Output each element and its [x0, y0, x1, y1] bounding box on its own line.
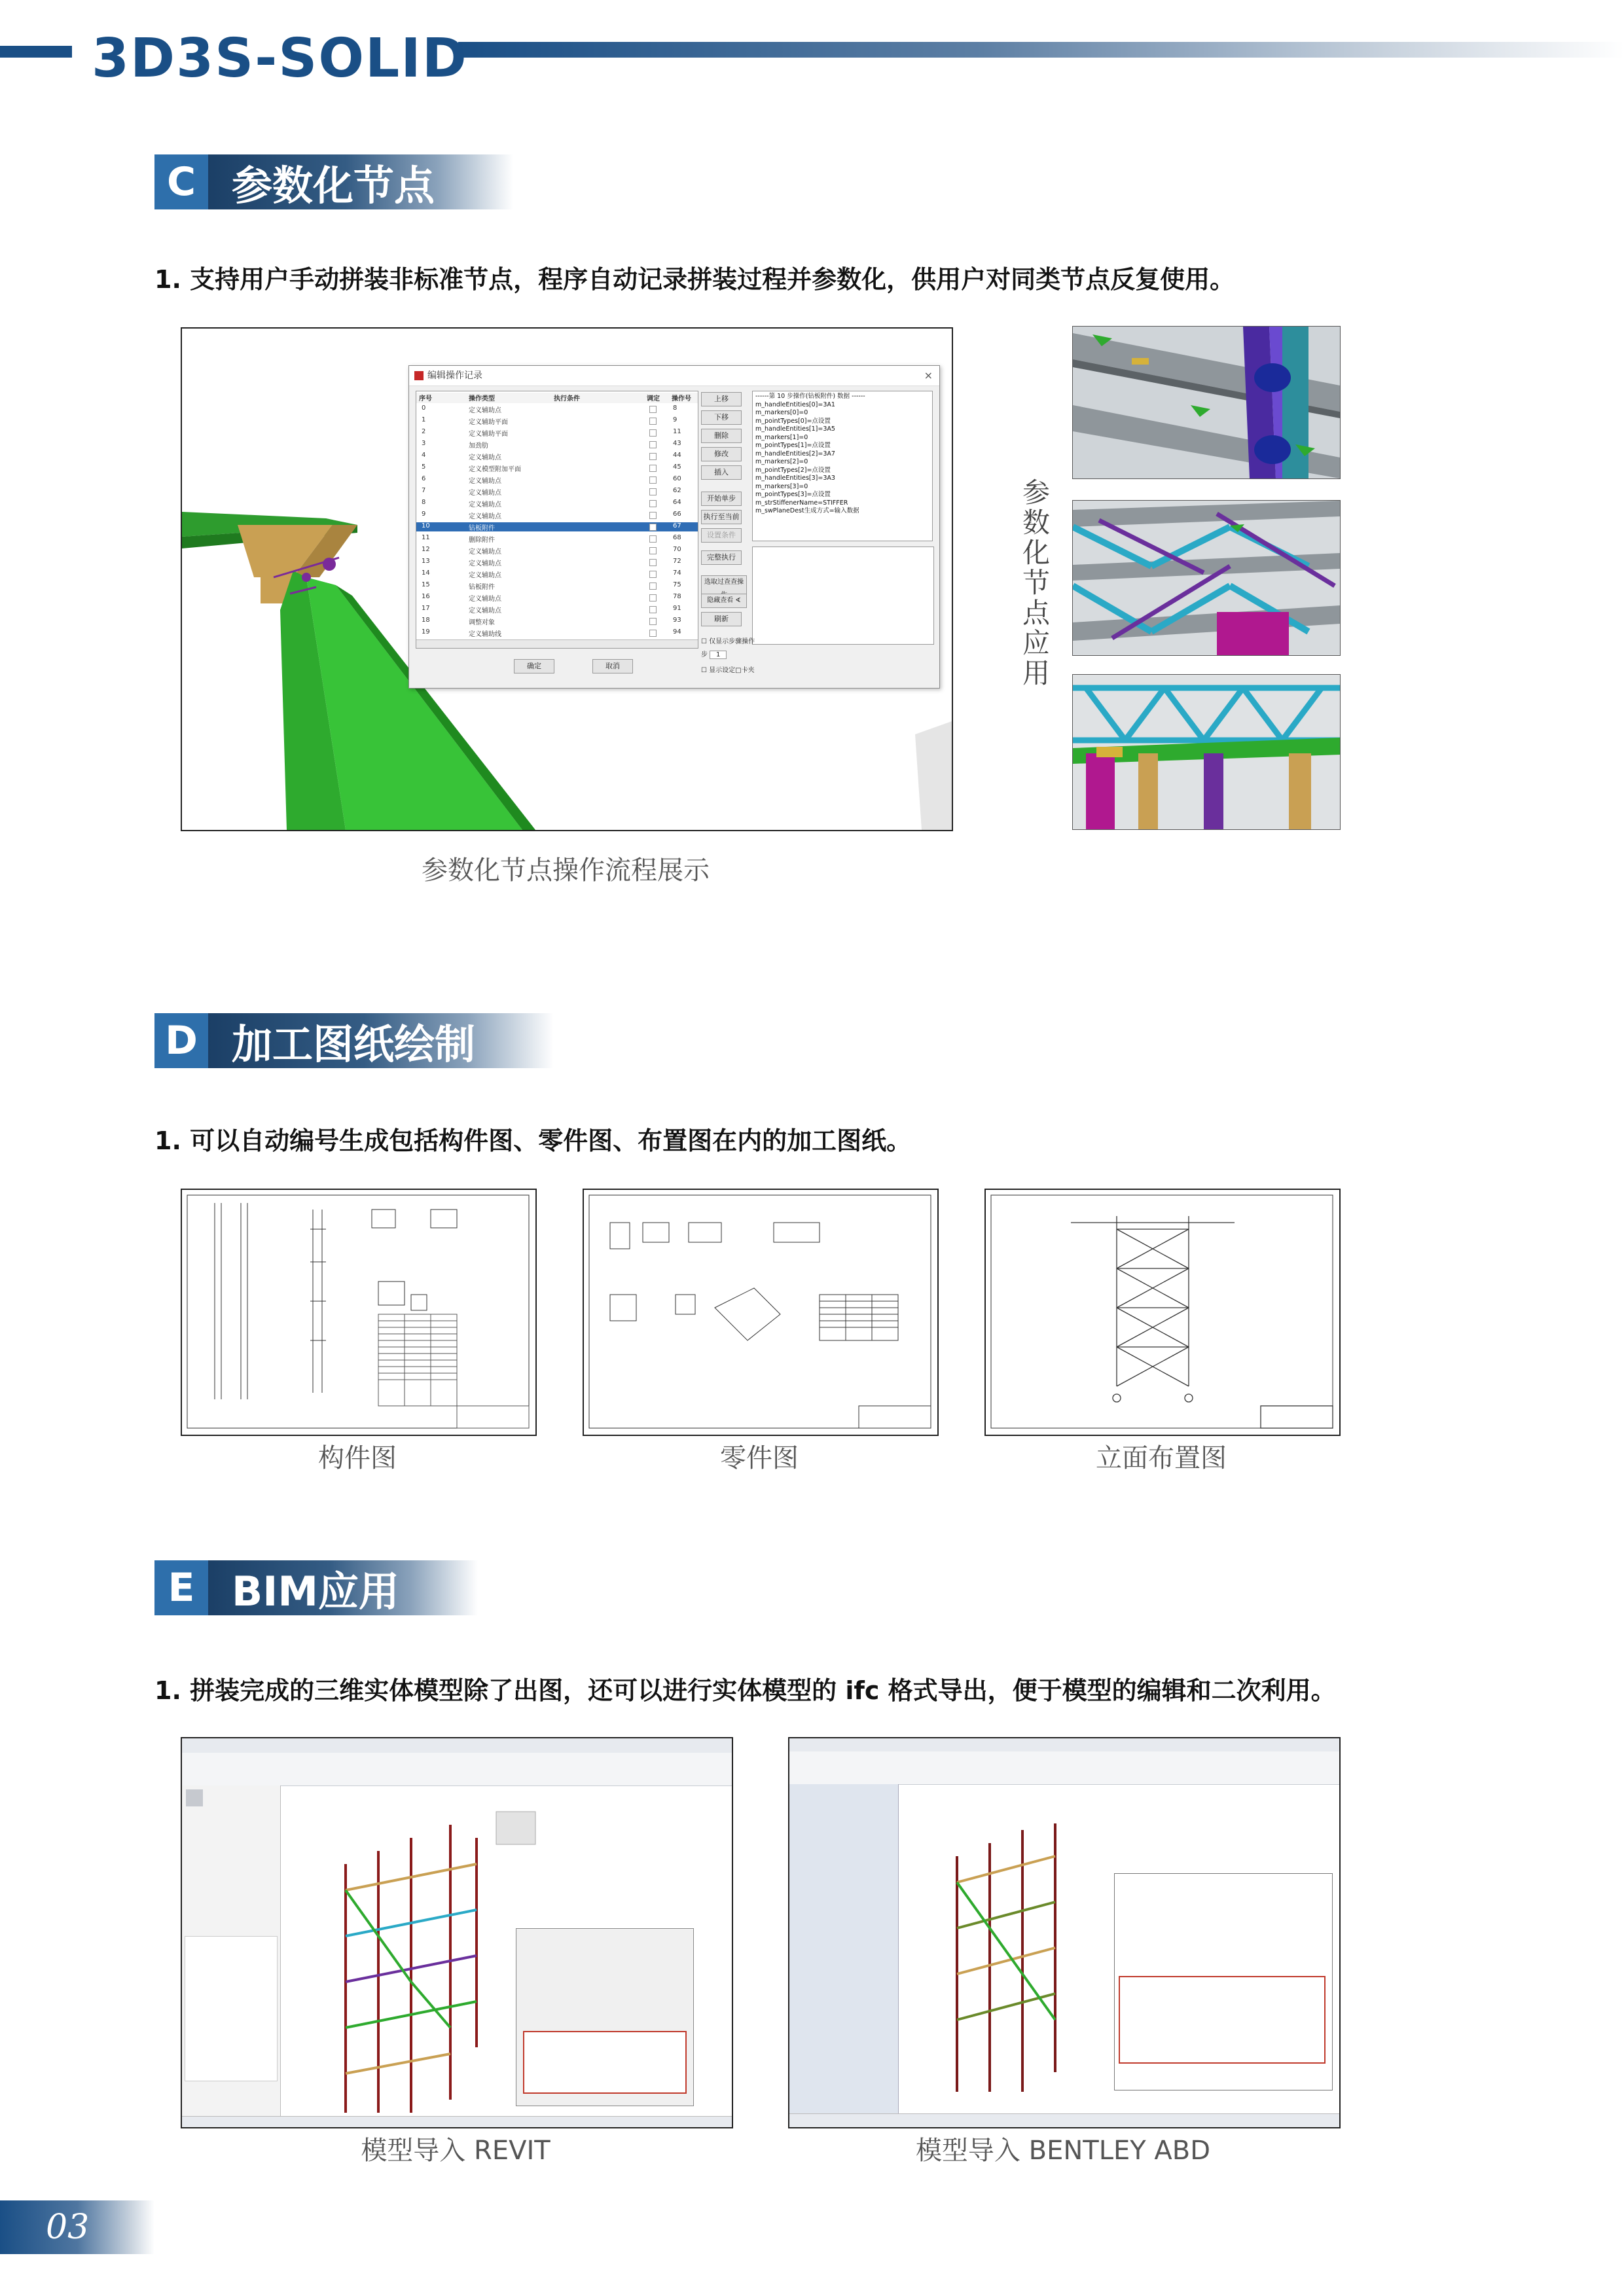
row-op-number: 44	[673, 452, 681, 459]
column-header: 序号	[419, 395, 432, 403]
bentley-title-bar	[789, 1738, 1339, 1752]
node-application-label: 参数化节点应用	[1022, 476, 1050, 689]
operation-row[interactable]	[416, 404, 698, 414]
operation-row[interactable]	[416, 628, 698, 637]
row-type: 定义辅助点	[469, 490, 501, 497]
operation-row[interactable]	[416, 499, 698, 508]
operation-row[interactable]	[416, 558, 698, 567]
operation-data-line: m_pointTypes[2]=点设置	[755, 466, 831, 474]
operation-row[interactable]	[416, 475, 698, 484]
row-index: 9	[422, 511, 426, 518]
step-label: 步	[701, 651, 708, 658]
row-checkbox[interactable]	[649, 465, 657, 472]
operation-data-line: m_handleEntities[3]=3A3	[755, 475, 835, 482]
operation-row[interactable]	[416, 605, 698, 614]
operation-data-text[interactable]	[752, 391, 933, 541]
node-application-image-3	[1072, 674, 1341, 830]
operation-data-line: ------第 10 步操作(钻板附件) 数据 ------	[755, 393, 865, 400]
row-checkbox[interactable]	[649, 429, 657, 437]
row-checkbox[interactable]	[649, 453, 657, 460]
row-type: 钻板附件	[469, 525, 495, 532]
row-type: 定义辅助点	[469, 478, 501, 485]
row-index: 17	[422, 605, 430, 612]
operation-row[interactable]	[416, 534, 698, 543]
insert-button[interactable]: 插入	[701, 465, 742, 480]
step-field[interactable]	[701, 649, 727, 659]
row-type: 定义辅助点	[469, 501, 501, 509]
component-drawing	[181, 1189, 537, 1436]
operation-data-line: m_handleEntities[2]=3A7	[755, 450, 835, 457]
row-type: 定义辅助平面	[469, 431, 508, 438]
operation-data-line: m_pointTypes[1]=点设置	[755, 442, 831, 449]
operation-data-line: m_markers[2]=0	[755, 458, 808, 465]
row-type: 定义辅助点	[469, 560, 501, 567]
row-type: 删除附件	[469, 537, 495, 544]
move-up-button[interactable]: 上移	[701, 392, 742, 406]
operation-row[interactable]	[416, 463, 698, 473]
dialog-title: 编辑操作记录	[427, 370, 482, 381]
component-drawing-sheet	[182, 1190, 535, 1435]
row-index: 12	[422, 546, 430, 553]
row-op-number: 60	[673, 475, 681, 482]
parametric-node-screenshot	[181, 327, 953, 831]
row-checkbox[interactable]	[649, 535, 657, 543]
row-checkbox[interactable]	[649, 418, 657, 425]
operation-row[interactable]	[416, 440, 698, 449]
section-d-point: 1. 可以自动编号生成包括构件图、零件图、布置图在内的加工图纸。	[154, 1126, 912, 1155]
section-c-caption: 参数化节点操作流程展示	[422, 855, 710, 886]
row-type: 定义模型附加平面	[469, 466, 521, 473]
section-e-letter: E	[154, 1560, 208, 1615]
operation-data-line: m_strStiffenerName=STIFFER	[755, 499, 848, 507]
step-value[interactable]: 1	[710, 651, 727, 659]
header-accent-bar-left	[0, 46, 72, 58]
operation-data-line: m_handleEntities[0]=3A1	[755, 401, 835, 408]
row-op-number: 72	[673, 558, 681, 565]
bentley-status-bar	[789, 2113, 1339, 2127]
revit-screenshot	[181, 1737, 733, 2128]
pick-check-button[interactable]: 选取过查查操	[701, 575, 747, 603]
row-index: 13	[422, 558, 430, 565]
row-checkbox[interactable]	[649, 476, 657, 484]
column-header: 调定	[647, 395, 660, 403]
row-type: 调整对象	[469, 619, 495, 626]
row-index: 11	[422, 534, 430, 541]
operation-row[interactable]	[416, 569, 698, 579]
revit-ifc-properties-dialog	[516, 1928, 694, 2106]
dialog-title-bar	[409, 366, 939, 386]
row-checkbox[interactable]	[649, 630, 657, 637]
row-index: 6	[422, 475, 426, 482]
operation-row[interactable]	[416, 511, 698, 520]
horizontal-scrollbar[interactable]	[416, 639, 698, 648]
operation-data-line: m_markers[1]=0	[755, 433, 808, 441]
row-checkbox[interactable]	[649, 594, 657, 601]
row-index: 19	[422, 628, 430, 636]
row-op-number: 62	[673, 487, 681, 494]
component-drawing-caption: 构件图	[318, 1443, 397, 1473]
operation-data-line: m_pointTypes[3]=点设置	[755, 491, 831, 498]
row-op-number: 68	[673, 534, 681, 541]
bentley-toolbar	[789, 1751, 1339, 1785]
bentley-ifc-properties-dialog	[1114, 1873, 1333, 2090]
preview-box	[752, 547, 934, 645]
row-index: 5	[422, 463, 426, 471]
ifc-properties-highlight	[1119, 1976, 1326, 2064]
part-drawing	[583, 1189, 939, 1436]
list-header	[416, 393, 698, 403]
operation-row[interactable]	[416, 428, 698, 437]
move-down-button[interactable]: 下移	[701, 410, 742, 425]
operation-row[interactable]	[416, 617, 698, 626]
column-header: 操作号	[672, 395, 691, 403]
single-step-button[interactable]: 开始单步	[701, 492, 742, 506]
app-icon	[414, 371, 424, 380]
row-op-number: 94	[673, 628, 681, 636]
row-index: 7	[422, 487, 426, 494]
row-checkbox[interactable]	[649, 406, 657, 413]
section-d-header	[154, 1013, 554, 1068]
row-op-number: 78	[673, 593, 681, 600]
page-number: 03	[46, 2208, 90, 2247]
row-op-number: 91	[673, 605, 681, 612]
revit-title-bar	[182, 1738, 732, 1753]
row-index: 14	[422, 569, 430, 577]
run-all-button[interactable]: 完整执行	[701, 550, 742, 565]
row-type: 加劲肋	[469, 442, 488, 450]
cancel-button[interactable]: 取消	[592, 659, 633, 673]
row-checkbox[interactable]	[649, 583, 657, 590]
column-header: 执行条件	[554, 395, 580, 403]
row-type: 定义辅助点	[469, 407, 501, 414]
delete-button[interactable]: 删除	[701, 429, 742, 443]
row-checkbox[interactable]	[649, 441, 657, 448]
row-index: 1	[422, 416, 426, 423]
row-type: 定义辅助点	[469, 513, 501, 520]
row-checkbox[interactable]	[649, 488, 657, 495]
show-settings-label: 显示设定□卡夹	[709, 667, 755, 674]
refresh-button[interactable]: 刷新	[701, 612, 742, 626]
row-type: 定义辅助点	[469, 548, 501, 556]
operation-row[interactable]	[416, 593, 698, 602]
row-type: 定义辅助点	[469, 572, 501, 579]
row-type: 定义辅助平面	[469, 419, 508, 426]
elevation-drawing-caption: 立面布置图	[1096, 1443, 1227, 1473]
operation-row[interactable]	[416, 452, 698, 461]
row-op-number: 93	[673, 617, 681, 624]
revit-ribbon	[182, 1753, 732, 1786]
section-c-letter: C	[154, 154, 208, 209]
row-checkbox[interactable]	[649, 618, 657, 625]
row-op-number: 67	[673, 522, 681, 529]
revit-logo-icon	[186, 1789, 203, 1806]
operations-list[interactable]	[416, 391, 698, 649]
close-icon[interactable]: ×	[924, 369, 933, 382]
row-op-number: 45	[673, 463, 681, 471]
operation-row[interactable]	[416, 416, 698, 425]
revit-project-browser	[185, 1936, 278, 2081]
section-c-title: 参数化节点	[208, 154, 513, 209]
revit-status-bar	[182, 2116, 732, 2127]
set-condition-button[interactable]: 设置条件	[701, 528, 742, 543]
row-index: 8	[422, 499, 426, 506]
ifc-properties-highlight	[523, 2031, 687, 2094]
row-index: 15	[422, 581, 430, 588]
row-op-number: 43	[673, 440, 681, 447]
row-checkbox[interactable]	[649, 559, 657, 566]
operation-data-line: m_swPlaneDest生成方式=输入数据	[755, 507, 859, 514]
section-c-header	[154, 154, 513, 209]
row-checkbox[interactable]	[649, 547, 657, 554]
row-op-number: 64	[673, 499, 681, 506]
edit-operation-dialog	[408, 365, 940, 689]
part-drawing-sheet	[584, 1190, 937, 1435]
bentley-tool-panel	[789, 1784, 899, 2114]
revit-properties-panel	[182, 1785, 281, 2117]
row-checkbox[interactable]	[649, 500, 657, 507]
revit-caption: 模型导入 REVIT	[361, 2136, 550, 2166]
show-settings-checkbox[interactable]: ☐ 显示设定□卡夹	[701, 667, 755, 674]
row-op-number: 11	[673, 428, 681, 435]
row-op-number: 75	[673, 581, 681, 588]
operation-data-line: m_markers[3]=0	[755, 482, 808, 490]
column-header: 操作类型	[469, 395, 495, 403]
operation-row[interactable]	[416, 522, 698, 531]
run-to-current-button[interactable]: 执行至当前	[701, 510, 742, 524]
show-steps-label: 仅显示步骤操作	[709, 638, 755, 645]
section-c-point: 1. 支持用户手动拼装非标准节点，程序自动记录拼装过程并参数化，供用户对同类节点反复使用。	[154, 265, 1235, 294]
operation-data-lines	[755, 393, 929, 516]
operation-row[interactable]	[416, 487, 698, 496]
row-type: 定义辅助点	[469, 607, 501, 615]
row-checkbox[interactable]	[649, 524, 657, 531]
node-application-image-1	[1072, 326, 1341, 479]
ok-button[interactable]: 确定	[514, 659, 554, 673]
hide-view-button[interactable]: 隐藏查看 ∢	[701, 594, 747, 608]
operation-row[interactable]	[416, 581, 698, 590]
row-op-number: 74	[673, 569, 681, 577]
row-index: 18	[422, 617, 430, 624]
section-d-letter: D	[154, 1013, 208, 1068]
row-op-number: 70	[673, 546, 681, 553]
node-application-image-2	[1072, 500, 1341, 656]
bentley-caption: 模型导入 BENTLEY ABD	[915, 2136, 1211, 2166]
section-e-point: 1. 拼装完成的三维实体模型除了出图，还可以进行实体模型的 ifc 格式导出，便于模型的编辑和二次利用。	[154, 1676, 1336, 1705]
row-checkbox[interactable]	[649, 606, 657, 613]
section-e-title: BIM应用	[208, 1560, 478, 1615]
row-index: 10	[422, 522, 430, 529]
operation-data-line: m_handleEntities[1]=3A5	[755, 425, 835, 433]
row-type: 钻板附件	[469, 584, 495, 591]
row-op-number: 9	[673, 416, 677, 423]
show-steps-checkbox[interactable]: ☐ 仅显示步骤操作	[701, 638, 755, 645]
section-e-header	[154, 1560, 478, 1615]
row-index: 3	[422, 440, 426, 447]
header-accent-bar-right	[458, 42, 1624, 58]
row-type: 定义辅助点	[469, 596, 501, 603]
row-op-number: 66	[673, 511, 681, 518]
elevation-drawing-sheet	[986, 1190, 1339, 1435]
section-d-title: 加工图纸绘制	[208, 1013, 554, 1068]
row-checkbox[interactable]	[649, 512, 657, 519]
row-type: 定义辅助点	[469, 454, 501, 461]
row-type: 定义辅助线	[469, 631, 501, 638]
operation-data-line: m_pointTypes[0]=点设置	[755, 417, 831, 425]
row-index: 2	[422, 428, 426, 435]
bentley-screenshot	[788, 1737, 1341, 2128]
row-op-number: 8	[673, 404, 677, 412]
elevation-drawing	[984, 1189, 1341, 1436]
brand-logo: 3D3S-SOLID	[92, 27, 468, 90]
modify-button[interactable]: 修改	[701, 447, 742, 461]
row-index: 0	[422, 404, 426, 412]
row-index: 16	[422, 593, 430, 600]
operation-row[interactable]	[416, 546, 698, 555]
row-checkbox[interactable]	[649, 571, 657, 578]
part-drawing-caption: 零件图	[720, 1443, 799, 1473]
row-index: 4	[422, 452, 426, 459]
operation-data-line: m_markers[0]=0	[755, 409, 808, 416]
